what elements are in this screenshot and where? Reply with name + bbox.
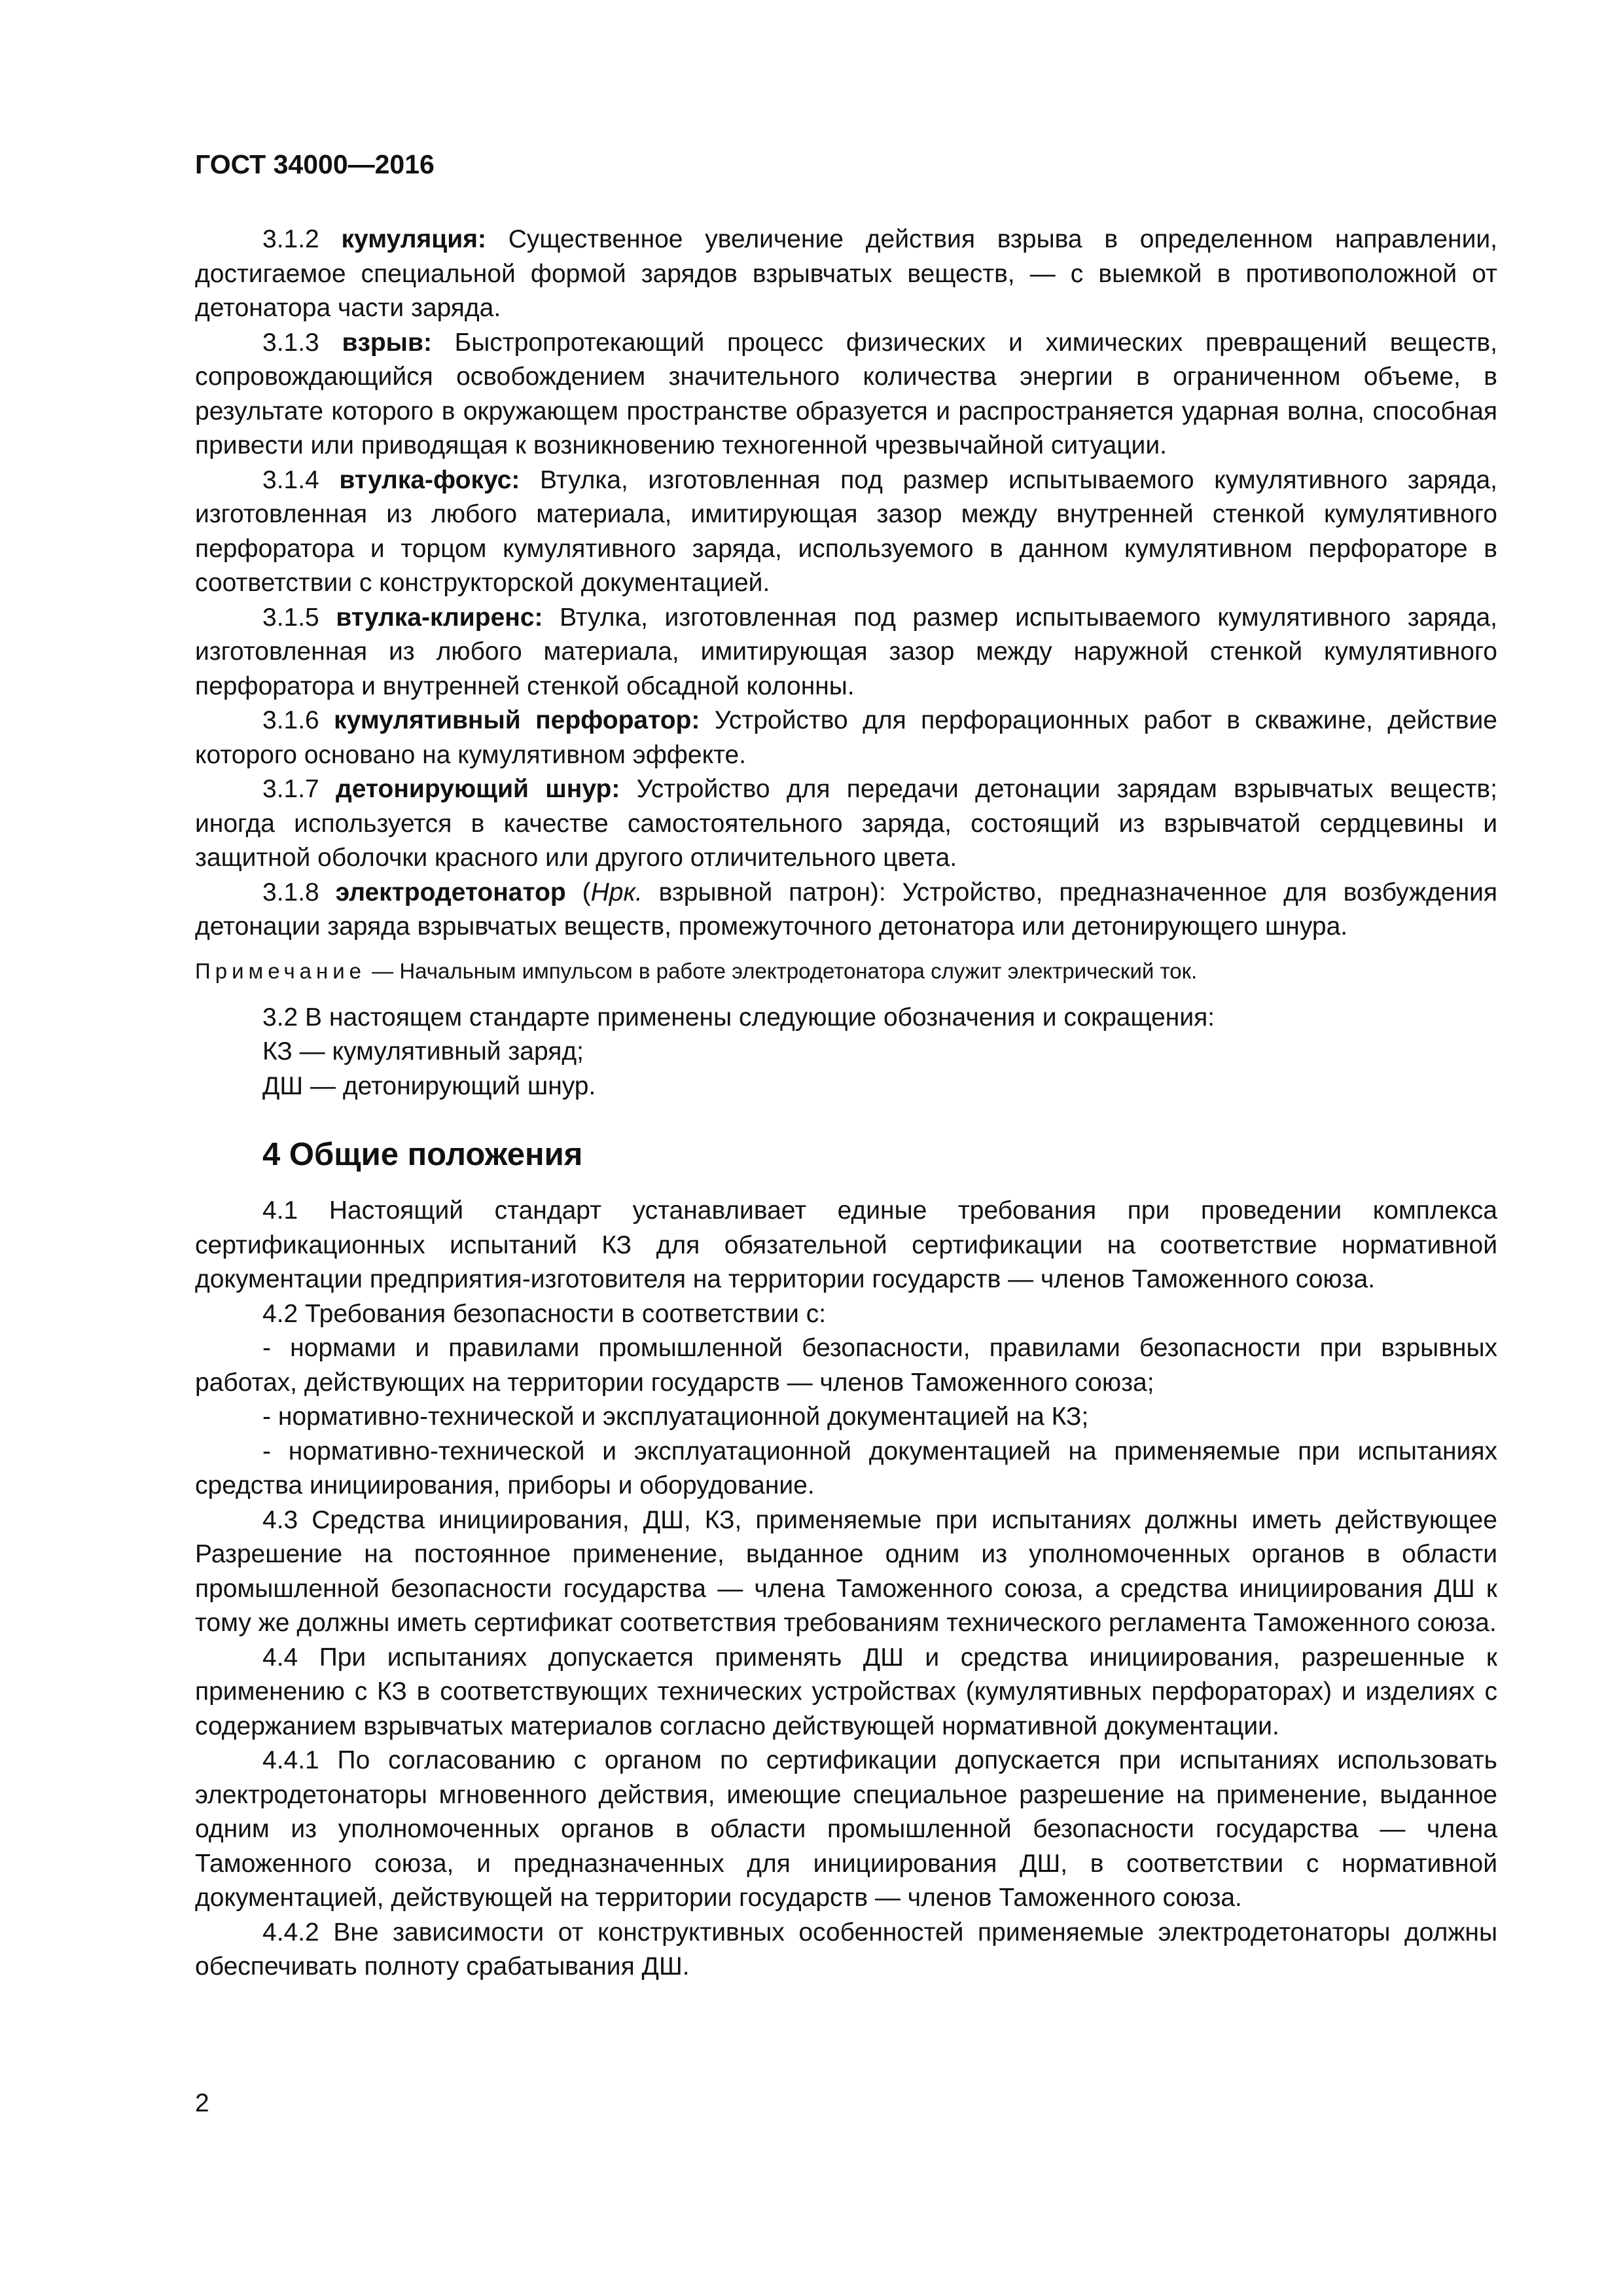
paragraph-4-1: 4.1 Настоящий стандарт устанавливает единые требования при проведении комплекса сертификационных испытаний КЗ для обязательной сертификации на соответствие нормативной документации предприятия-изготовителя на территории государств — членов Таможенного союза.: [195, 1196, 1497, 1293]
definition-3-1-3: 3.1.3 взрыв: Быстропротекающий процесс физических и химических превращений веществ, сопровождающийся освобождением значительного количества энергии в ограниченном объеме, в результате которого в окружающем пространстве образуется и распространяется ударная волна, способная привести или приводящая к возникновению техногенной чрезвычайной ситуации.: [195, 328, 1497, 459]
abbreviations-intro: 3.2 В настоящем стандарте применены следующие обозначения и сокращения:: [262, 1003, 1215, 1031]
document-body: [195, 223, 1497, 1984]
term: кумулятивный перфоратор:: [334, 706, 700, 734]
term: втулка-фокус:: [339, 465, 520, 494]
term: взрыв:: [342, 328, 432, 357]
term: детонирующий шнур:: [336, 775, 620, 803]
section-heading: 4 Общие положения: [262, 1137, 583, 1172]
definition-3-1-8: 3.1.8 электродетонатор (Нрк. взрывной патрон): Устройство, предназначенное для возбуждения детонации заряда взрывчатых веществ, промежуточного детонатора или детонирующего шнура.: [195, 878, 1498, 941]
definition-3-1-4: 3.1.4 втулка-фокус: Втулка, изготовленная под размер испытываемого кумулятивного заряда, изготовленная из любого материала, имитирующая зазор между внутренней стенкой кумулятивного перфоратора и торцом кумулятивного заряда, используемого в данном кумулятивном перфораторе в соответствии с конструкторской документацией.: [195, 465, 1497, 597]
definition-3-1-6: 3.1.6 кумулятивный перфоратор: Устройство для перфорационных работ в скважине, действие которого основано на кумулятивном эффекте.: [195, 706, 1497, 769]
paragraph-4-3: 4.3 Средства инициирования, ДШ, КЗ, применяемые при испытаниях должны иметь действующее Разрешение на постоянное применение, выданное одним из уполномоченных органов в области промышленной безопасности государства — члена Таможенного союза, а средства инициирования ДШ к тому же должны иметь сертификат соответствия требованиям технического регламента Таможенного союза.: [195, 1505, 1497, 1637]
abbreviation-item: ДШ — детонирующий шнур.: [262, 1071, 596, 1100]
definition-3-1-2: 3.1.2 кумуляция: Существенное увеличение действия взрыва в определенном направлении, достигаемое специальной формой зарядов взрывчатых веществ, — с выемкой в противоположной от детонатора части заряда.: [195, 225, 1497, 322]
term: электродетонатор: [335, 878, 566, 906]
paragraph-4-4-1: 4.4.1 По согласованию с органом по сертификации допускается при испытаниях использовать электродетонаторы мгновенного действия, имеющие специальное разрешение на применение, выданное одним из уполномоченных органов в области промышленной безопасности государства — члена Таможенного союза, и предназначенных для инициирования ДШ, в соответствии с нормативной документацией, действующей на территории государств — членов Таможенного союза.: [195, 1746, 1497, 1912]
definition-3-1-7: 3.1.7 детонирующий шнур: Устройство для передачи детонации зарядам взрывчатых веществ; иногда используется в качестве самостоятельного заряда, состоящий из взрывчатой сердцевины и защитной оболочки красного или другого отличительного цвета.: [195, 775, 1497, 872]
definition-3-1-5: 3.1.5 втулка-клиренс: Втулка, изготовленная под размер испытываемого кумулятивного заряда, изготовленная из любого материала, имитирующая зазор между наружной стенкой кумулятивного перфоратора и внутренней стенкой обсадной колонны.: [195, 603, 1497, 700]
list-item: - нормативно-технической и эксплуатационной документацией на КЗ;: [262, 1403, 1089, 1431]
paragraph-4-2: 4.2 Требования безопасности в соответствии с:: [262, 1299, 827, 1328]
note-label: Примечание: [195, 958, 366, 983]
page-number: 2: [195, 2089, 209, 2117]
list-item: - нормативно-технической и эксплуатационной документацией на применяемые при испытаниях средства инициирования, приборы и оборудование.: [195, 1437, 1497, 1499]
document-header: ГОСТ 34000—2016: [195, 149, 435, 179]
list-item: - нормами и правилами промышленной безопасности, правилами безопасности при взрывных работах, действующих на территории государств — членов Таможенного союза;: [195, 1334, 1497, 1397]
term: втулка-клиренс:: [336, 603, 543, 632]
paragraph-4-4: 4.4 При испытаниях допускается применять ДШ и средства инициирования, разрешенные к применению с КЗ в соответствующих технических устройствах (кумулятивных перфораторах) и изделиях с содержанием взрывчатых материалов согласно действующей нормативной документации.: [195, 1643, 1497, 1740]
abbreviation-item: КЗ — кумулятивный заряд;: [262, 1037, 584, 1066]
note: Примечание — Начальным импульсом в работе электродетонатора служит электрический ток.: [195, 958, 1198, 983]
paragraph-4-4-2: 4.4.2 Вне зависимости от конструктивных особенностей применяемые электродетонаторы должны обеспечивать полноту срабатывания ДШ.: [195, 1918, 1497, 1981]
term: кумуляция:: [341, 225, 486, 253]
